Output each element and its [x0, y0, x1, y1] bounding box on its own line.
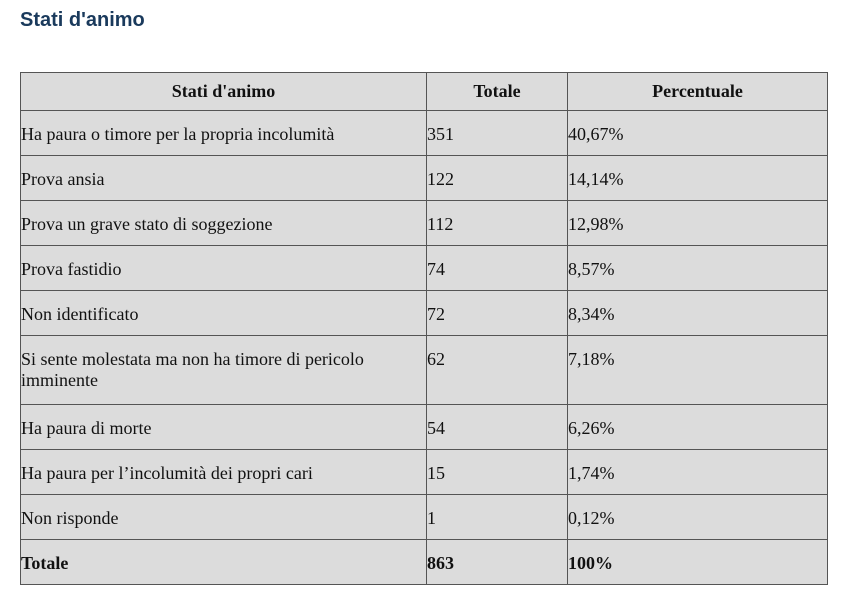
page-title: Stati d'animo — [20, 9, 145, 31]
row-percent: 1,74% — [568, 450, 828, 495]
column-header-stati: Stati d'animo — [21, 73, 427, 111]
table-row — [21, 111, 828, 156]
row-percent: 0,12% — [568, 495, 828, 540]
total-value: 863 — [427, 540, 568, 585]
table-row — [21, 405, 828, 450]
row-label: Prova ansia — [21, 156, 427, 201]
row-label: Non identificato — [21, 291, 427, 336]
total-label: Totale — [21, 540, 427, 585]
total-percent: 100% — [568, 540, 828, 585]
header-row — [21, 73, 828, 111]
row-percent: 40,67% — [568, 111, 828, 156]
row-label: Non risponde — [21, 495, 427, 540]
row-total: 1 — [427, 495, 568, 540]
table-row — [21, 495, 828, 540]
row-percent: 8,57% — [568, 246, 828, 291]
table-row — [21, 291, 828, 336]
column-header-totale: Totale — [427, 73, 568, 111]
row-percent: 8,34% — [568, 291, 828, 336]
table-row — [21, 450, 828, 495]
row-label: Ha paura di morte — [21, 405, 427, 450]
row-label: Si sente molestata ma non ha timore di pericolo imminente — [21, 336, 427, 405]
row-total: 112 — [427, 201, 568, 246]
data-table — [20, 72, 828, 585]
row-total: 15 — [427, 450, 568, 495]
row-total: 72 — [427, 291, 568, 336]
table-row — [21, 246, 828, 291]
row-total: 122 — [427, 156, 568, 201]
row-percent: 12,98% — [568, 201, 828, 246]
row-total: 62 — [427, 336, 568, 405]
row-percent: 14,14% — [568, 156, 828, 201]
row-total: 74 — [427, 246, 568, 291]
row-label: Prova fastidio — [21, 246, 427, 291]
table-row — [21, 156, 828, 201]
row-total: 351 — [427, 111, 568, 156]
row-label: Prova un grave stato di soggezione — [21, 201, 427, 246]
row-percent: 6,26% — [568, 405, 828, 450]
column-header-percentuale: Percentuale — [568, 73, 828, 111]
table-row — [21, 336, 828, 405]
row-percent: 7,18% — [568, 336, 828, 405]
row-label: Ha paura per l’incolumità dei propri cari — [21, 450, 427, 495]
table-row — [21, 201, 828, 246]
row-label: Ha paura o timore per la propria incolumità — [21, 111, 427, 156]
row-total: 54 — [427, 405, 568, 450]
total-row — [21, 540, 828, 585]
